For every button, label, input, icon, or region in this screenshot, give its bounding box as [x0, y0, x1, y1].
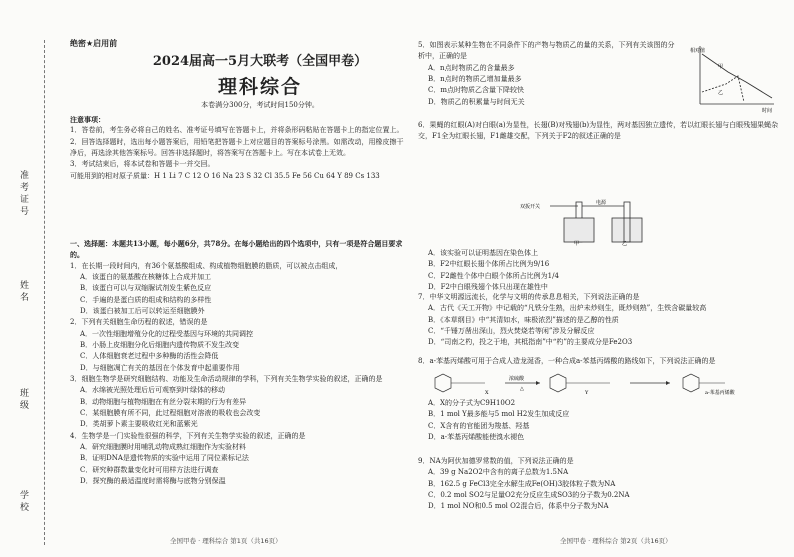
question-option: B．证明DNA是遗传物质的实验中运用了同位素标记法 — [80, 454, 249, 463]
question-option: D．1 mol NO和0.5 mol O2混合后，体系中分子数为NA — [428, 502, 609, 511]
notes-heading: 注意事项： — [70, 115, 105, 124]
question-option: D．F2中白眼残翅个体只出现在雄性中 — [428, 282, 548, 291]
question-option: B．小肠上皮细胞分化后细胞内遗传物质不发生改变 — [80, 340, 240, 349]
exam-number-label: 准考证号 — [18, 170, 28, 218]
question-8 — [418, 356, 780, 367]
question-option: A．39 g Na2O2中含有的离子总数为1.5NA — [428, 468, 569, 477]
class-label: 班级 — [18, 388, 28, 412]
question-option: A．一次性细胞增殖分化的过程受基因与环境的共同调控 — [80, 329, 254, 338]
question-option: B．《本草纲目》中“其清如水，味极浓烈”描述的是乙醇的性质 — [428, 315, 619, 324]
arrow-head — [666, 381, 670, 385]
question-8-options — [418, 398, 780, 443]
question-option: A．研究细胞膜时用哺乳动物成熟红细胞作为实验材料 — [80, 442, 247, 451]
question-option: D．与细胞凋亡有关的基因在个体发育中起重要作用 — [80, 363, 240, 372]
question-option: D．探究酶的最适温度时需将酶与底物分别保温 — [80, 476, 226, 485]
question-option: A．该实验可以证明基因在染色体上 — [428, 249, 539, 257]
q5-line-graph — [688, 42, 778, 114]
question-stem: 1．在长期一段时间内，有36个氨基酸组成、构成植物细胞膜的脂质，可以被点击组成， — [70, 261, 343, 270]
question-stem: 3．细胞生物学是研究细胞结构、功能及生命活动规律的学科，下列有关生物学实验的叙述，正确的是 — [70, 374, 383, 383]
benzene-ring — [435, 374, 451, 392]
graph-y-label: 相对值 — [690, 48, 706, 54]
section-heading: 一、选择题：本题共13小题，每小题6分，共78分。在每小题给出的四个选项中，只有一项是符合题目要求的。 — [70, 239, 403, 260]
question-stem: 7．中华文明源远流长，化学与文明的传承息息相关，下列说法正确的是 — [418, 293, 640, 301]
compound-label: X — [485, 390, 489, 396]
product-label: a-苯基丙烯酸 — [705, 390, 735, 396]
apparatus-vessel-left — [564, 218, 594, 242]
atomic-mass-line: 可能用到的相对原子质量：H 1 Li 7 C 12 O 16 Na 23 S 32 Cl 35.5 Fe 56 Cu 64 Y 89 Cs 133 — [70, 171, 380, 180]
exam-title: 2024届高一5月大联考（全国甲卷） — [152, 54, 368, 69]
question-option: B．n点时的物质乙增加量最多 — [428, 74, 522, 83]
graph-curve-label: 乙 — [718, 90, 724, 96]
school-label: 学校 — [18, 490, 28, 514]
graph-curve-1 — [702, 54, 772, 98]
question-option: D．该蛋白被加工后可以转运至细胞膜外 — [80, 306, 205, 315]
question-option: D．“司南之杓，投之于地，其柢指南”中“杓”的主要成分是Fe2O3 — [428, 338, 633, 347]
notes-block — [70, 114, 406, 182]
apparatus-label: 双扳开关 — [520, 204, 541, 210]
question-option: A．该蛋白的氨基酸在核糖体上合成并加工 — [80, 272, 212, 281]
binding-dashed-line — [44, 40, 45, 545]
apparatus-label: 乙 — [622, 241, 628, 246]
question-5 — [418, 40, 678, 108]
question-option: C．手遍的是蛋白质的组成和结构的多样性 — [80, 295, 212, 304]
question-6-options — [418, 248, 780, 293]
question-6 — [418, 120, 780, 143]
page-footer-right: 全国甲卷 · 理科综合 第2页（共16页） — [560, 537, 672, 545]
question-option: C．m点时物质乙含量下降较快 — [428, 86, 524, 95]
question-option: C．人体细胞衰老过程中多种酶的活性会降低 — [80, 352, 219, 361]
apparatus-vessel-right — [612, 218, 642, 242]
question-9 — [418, 456, 780, 513]
question-option: C．研究种群数量变化时可用样方法进行调查 — [80, 465, 219, 474]
question-option: D．物质乙的积累量与时间无关 — [428, 97, 525, 106]
compound-label: Y — [585, 390, 589, 396]
question-option: A．水绵被光照处理后后可观察到叶绿体的移动 — [80, 386, 226, 395]
note-item: 3．考试结束后，将本试卷和答题卡一并交回。 — [70, 160, 215, 169]
confidential-mark: 绝密★启用前 — [70, 39, 118, 48]
graph-curve-2 — [702, 76, 744, 102]
question-option: B．1 mol Y最多能与5 mol H2发生加成反应 — [428, 410, 570, 419]
question-stem: 5．如图表示某种生物在不同条件下的产物与物质乙的量的关系，下列有关该图的分析中，正确的是 — [418, 41, 675, 61]
question-stem: 6．果蝇的红眼(A)对白眼(a)为显性，长翅(B)对残翅(b)为显性，两对基因独立遗传，若以红眼长翅与白眼残翅果蝇杂交，F1全为红眼长翅，F1雌雄交配，下列关于F2的叙述正确的是 — [418, 121, 779, 141]
graph-x-label: 时间 — [762, 108, 773, 114]
subject-title: 理科综合 — [217, 76, 302, 98]
question-option: B．162.5 g FeCl3完全水解生成Fe(OH)3胶体粒子数为NA — [428, 479, 616, 488]
condition-label: △ — [520, 386, 524, 392]
benzene-ring — [550, 374, 566, 392]
question-7 — [418, 292, 780, 349]
note-item: 2．回答选择题时，选出每小题答案后，用铅笔把答题卡上对应题目的答案标号涂黑。如需改动，用橡皮擦干净后，再选涂其他答案标号。回答非选择题时，将答案写在答题卡上。写在本试卷上无效。 — [70, 137, 404, 157]
question-stem: 8．a-苯基丙烯酸可用于合成人造龙涎香，一种合成a-苯基丙烯酸的路线如下，下列说法正确的是 — [418, 357, 716, 365]
binding-strip — [0, 0, 62, 557]
question-option: A．古代《天工开物》中记载的“凡铁分生熟，出炉未炒则生，既炒则熟”，生铁含碳量较高 — [428, 304, 707, 313]
question-option: C．某细胞膜有所不同，此过程细胞对溶液的吸收也会改变 — [80, 408, 261, 417]
score-time-line: 本卷满分300分，考试时间150分钟。 — [201, 101, 319, 109]
question-option: D．类胡萝卜素主要吸收红光和蓝紫光 — [80, 420, 198, 429]
question-option: B．F2中红眼长翅个体所占比例为9/16 — [428, 260, 550, 269]
question-stem: 4．生物学是一门实验性很强的科学，下列有关生物学实验的叙述，正确的是 — [70, 431, 306, 440]
reagent-label: 浓硫酸 — [509, 376, 525, 382]
benzene-ring — [683, 374, 699, 392]
note-item: 1．答卷前，考生务必将自己的姓名、准考证号填写在答题卡上，并将条形码粘贴在答题卡上的指定位置上。 — [70, 126, 404, 135]
question-stem: 9．NA为阿伏加德罗常数的值，下列说法正确的是 — [418, 457, 574, 465]
page-footer-left: 全国甲卷 · 理科综合 第1页（共16页） — [170, 537, 282, 545]
question-option: A．X的分子式为C9H10O2 — [428, 399, 516, 407]
graph-curve-label: 甲 — [718, 64, 724, 70]
question-stem: 2．下列有关细胞生命历程的叙述，错误的是 — [70, 318, 208, 327]
question-option: A．n点时物质乙的含量最多 — [428, 63, 515, 72]
question-option: D．a-苯基丙烯酸能使溴水褪色 — [428, 432, 525, 441]
name-label: 姓名 — [18, 280, 28, 304]
arrow-head — [536, 381, 540, 385]
question-option: C．F2雌性个体中白眼个体所占比例为1/4 — [428, 271, 559, 280]
question-option: B．动物细胞与植物细胞在有丝分裂末期的行为有差异 — [80, 397, 247, 406]
section-one — [70, 238, 406, 487]
q8-synthesis-route — [425, 372, 775, 396]
question-option: C．X含有的官能团为羧基、羟基 — [428, 421, 530, 430]
apparatus-label: 电源 — [596, 200, 607, 206]
question-option: B．该蛋白可以与双缩脲试剂发生紫色反应 — [80, 284, 212, 293]
question-option: C．“千锤万凿出深山，烈火焚烧若等闲”涉及分解反应 — [428, 326, 595, 335]
q6-apparatus-figure — [520, 198, 670, 246]
apparatus-label: 甲 — [574, 241, 580, 246]
question-option: C．0.2 mol SO2与足量O2充分反应生成SO3的分子数为0.2NA — [428, 490, 630, 499]
